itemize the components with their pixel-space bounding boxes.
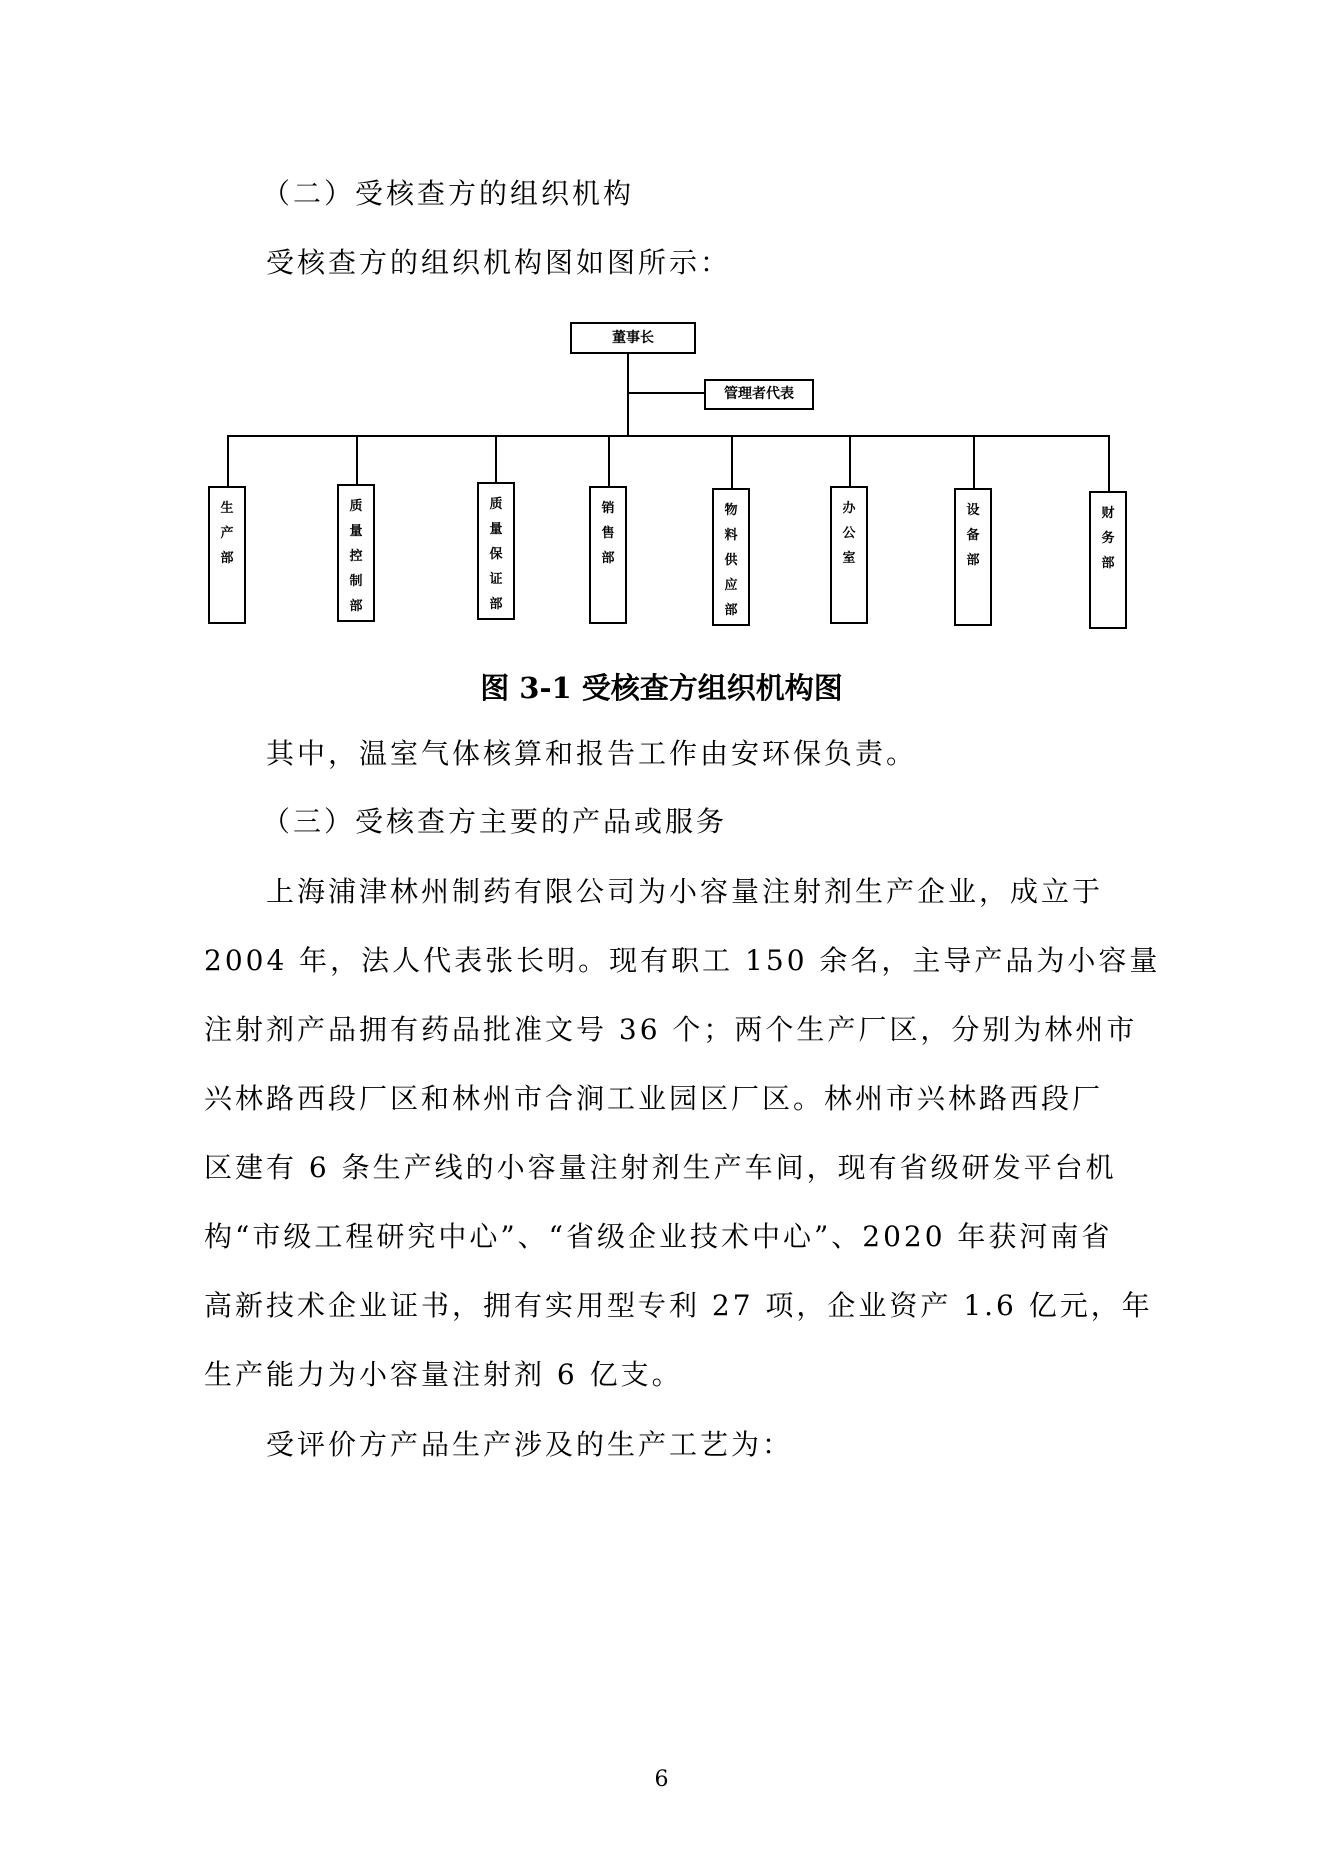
org-dept-label: 质量控制部 bbox=[349, 499, 363, 614]
org-box-management-rep bbox=[704, 379, 814, 410]
org-dept-label: 销售部 bbox=[601, 501, 615, 566]
org-drop-line bbox=[973, 435, 975, 489]
body-line: 区建有 6 条生产线的小容量注射剂生产车间，现有省级研发平台机 bbox=[204, 1151, 1117, 1184]
org-intro: 受核查方的组织机构图如图所示： bbox=[266, 246, 732, 279]
org-box-dept bbox=[1089, 491, 1127, 629]
org-dept-label: 质量保证部 bbox=[489, 497, 503, 612]
body-line: 2004 年，法人代表张长明。现有职工 150 余名，主导产品为小容量 bbox=[204, 944, 1161, 977]
body-line: 兴林路西段厂区和林州市合涧工业园区厂区。林州市兴林路西段厂 bbox=[204, 1082, 1104, 1115]
org-box-dept bbox=[208, 486, 246, 624]
org-dept-label: 生产部 bbox=[220, 501, 234, 566]
org-drop-line bbox=[608, 435, 610, 487]
process-paragraph: 受评价方产品生产涉及的生产工艺为： bbox=[266, 1428, 794, 1461]
org-trunk-line bbox=[627, 354, 629, 436]
org-drop-line bbox=[1108, 435, 1110, 492]
org-box-dept bbox=[954, 488, 992, 626]
org-dept-label: 办公室 bbox=[842, 501, 856, 566]
org-box-management-rep-label: 管理者代表 bbox=[724, 386, 794, 402]
body-line: 上海浦津林州制药有限公司为小容量注射剂生产企业，成立于 bbox=[266, 875, 1104, 908]
section-heading-3: （三）受核查方主要的产品或服务 bbox=[262, 805, 728, 838]
org-box-dept bbox=[477, 482, 515, 620]
org-box-dept bbox=[589, 486, 627, 624]
org-bus-line bbox=[227, 435, 1110, 437]
org-drop-line bbox=[227, 435, 229, 487]
body-line: 生产能力为小容量注射剂 6 亿支。 bbox=[204, 1358, 683, 1391]
org-dept-label: 物料供应部 bbox=[724, 503, 738, 618]
org-drop-line bbox=[731, 435, 733, 489]
org-box-dept bbox=[337, 484, 375, 622]
body-line: 高新技术企业证书，拥有实用型专利 27 项，企业资产 1.6 亿元，年 bbox=[204, 1289, 1153, 1322]
org-drop-line bbox=[495, 435, 497, 483]
org-box-dept bbox=[830, 486, 868, 624]
org-box-dept bbox=[712, 488, 750, 626]
org-dept-label: 财务部 bbox=[1101, 506, 1115, 571]
org-box-chairman-label: 董事长 bbox=[612, 330, 654, 346]
org-drop-line bbox=[849, 435, 851, 487]
body-line: 注射剂产品拥有药品批准文号 36 个；两个生产厂区，分别为林州市 bbox=[204, 1013, 1138, 1046]
org-dept-label: 设备部 bbox=[966, 503, 980, 568]
note-paragraph: 其中，温室气体核算和报告工作由安环保负责。 bbox=[266, 737, 918, 770]
org-side-branch-line bbox=[627, 392, 705, 394]
page-number: 6 bbox=[654, 1767, 669, 1792]
figure-caption: 图 3-1 受核查方组织机构图 bbox=[480, 671, 843, 705]
section-heading-2: （二）受核查方的组织机构 bbox=[262, 177, 635, 210]
org-box-chairman bbox=[570, 322, 696, 354]
org-drop-line bbox=[356, 435, 358, 485]
body-line: 构“市级工程研究中心”、“省级企业技术中心”、2020 年获河南省 bbox=[204, 1220, 1113, 1253]
